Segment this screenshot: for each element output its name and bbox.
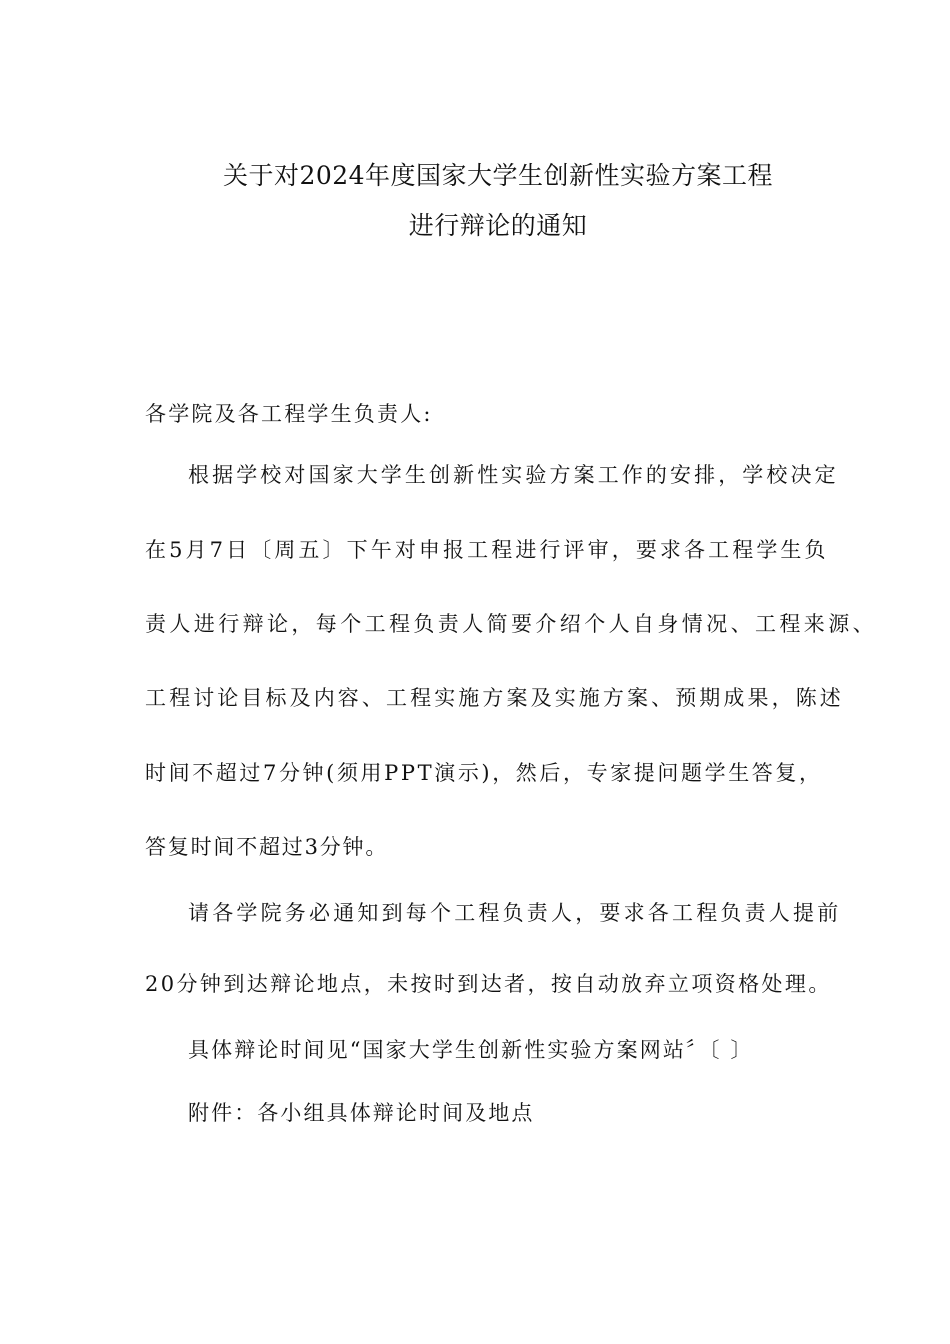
paragraph-1-line-6: 答复时间不超过3分钟。: [145, 835, 389, 859]
paragraph-1-line-5: 时间不超过7分钟(须用PPT演示)，然后，专家提问题学生答复，: [145, 761, 823, 785]
paragraph-1-line-1: 根据学校对国家大学生创新性实验方案工作的安排，学校决定: [188, 463, 839, 487]
paragraph-1-line-4: 工程讨论目标及内容、工程实施方案及实施方案、预期成果，陈述: [145, 686, 844, 710]
paragraph-2-line-2: 20分钟到达辩论地点，未按时到达者，按自动放弃立项资格处理。: [145, 972, 832, 996]
paragraph-1-line-2: 在5月7日〔周五〕下午对申报工程进行评审，要求各工程学生负: [145, 538, 829, 562]
attachment-note: 附件：各小组具体辩论时间及地点: [188, 1101, 535, 1125]
paragraph-1-line-3: 责人进行辩论，每个工程负责人简要介绍个人自身情况、工程来源、: [145, 612, 877, 636]
document-title-line-2: 进行辩论的通知: [408, 211, 588, 240]
paragraph-2-line-1: 请各学院务必通知到每个工程负责人，要求各工程负责人提前: [188, 901, 842, 925]
salutation: 各学院及各工程学生负责人:: [145, 402, 433, 426]
paragraph-3-website-note: 具体辩论时间见“国家大学生创新性实验方案网站〞〔 〕: [188, 1038, 754, 1062]
document-title-line-1: 关于对2024年度国家大学生创新性实验方案工程: [222, 161, 774, 190]
